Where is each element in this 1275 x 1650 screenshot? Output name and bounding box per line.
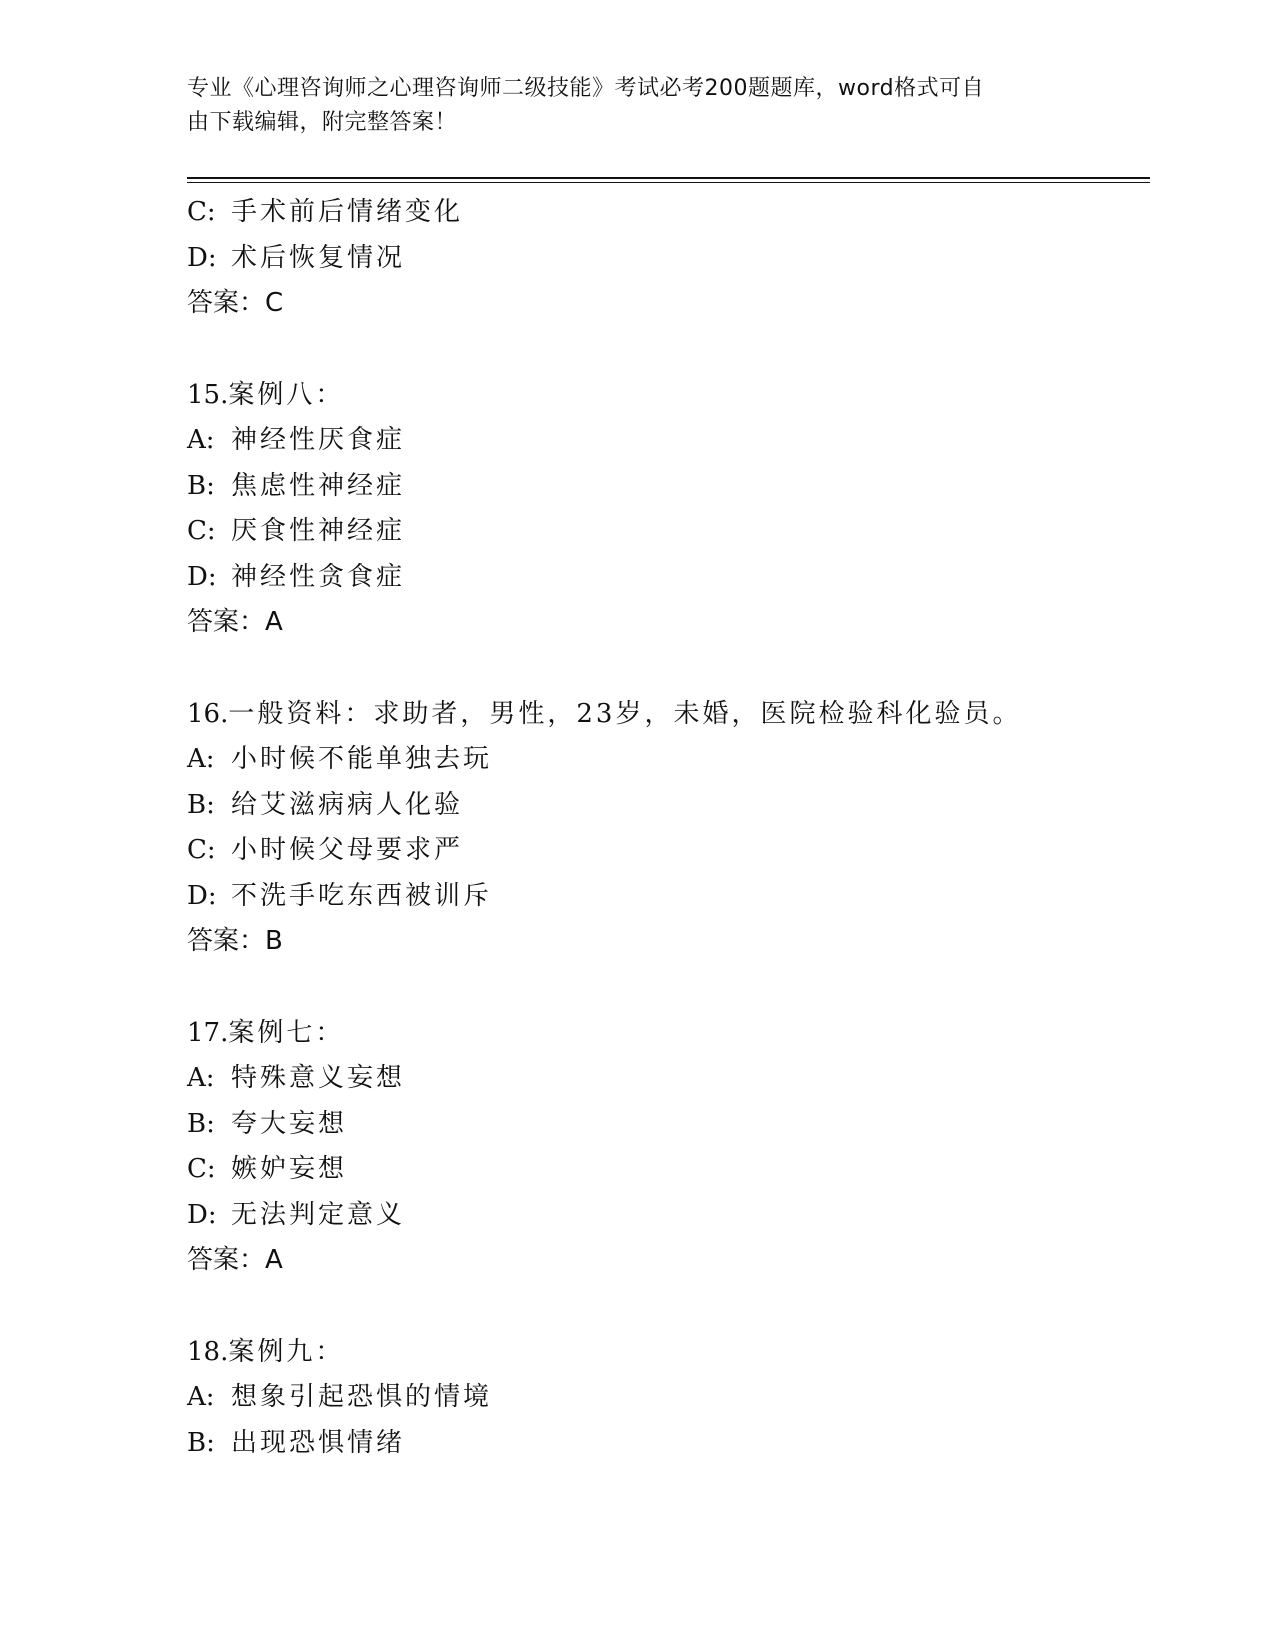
option-text: 神经性厌食症 — [231, 425, 406, 455]
option-text: 神经性贪食症 — [231, 561, 406, 592]
question-stem — [187, 1330, 1150, 1376]
option-key: A: — [187, 1382, 215, 1412]
question-number: 15. — [187, 379, 229, 410]
question-text: 案例九： — [228, 1336, 345, 1367]
option-key: D: — [187, 242, 217, 273]
option-text: 小时候父母要求严 — [231, 835, 464, 865]
option-d — [187, 555, 1150, 601]
option-a — [187, 737, 1150, 783]
option-key: D: — [187, 1199, 217, 1230]
question-stem — [187, 692, 1150, 738]
answer: 答案：B — [187, 926, 283, 956]
header-rule-thin — [187, 182, 1150, 183]
option-key: A: — [187, 744, 215, 774]
option-key: C: — [187, 835, 216, 865]
question-text: 一般资料：求助者，男性，23岁，未婚，医院检验科化验员。 — [228, 698, 1022, 729]
option-a — [187, 418, 1150, 464]
option-text: 无法判定意义 — [231, 1199, 406, 1230]
option-b — [187, 1421, 1150, 1467]
option-text: 手术前后情绪变化 — [231, 197, 464, 227]
option-d — [187, 1193, 1150, 1239]
option-b — [187, 783, 1150, 829]
option-text: 厌食性神经症 — [231, 516, 406, 546]
option-text: 小时候不能单独去玩 — [231, 744, 493, 774]
option-c — [187, 509, 1150, 555]
answer: 答案：A — [187, 607, 283, 637]
option-a — [187, 1375, 1150, 1421]
option-key: B: — [187, 789, 215, 820]
option-key: A: — [187, 425, 215, 455]
question-stem — [187, 1011, 1150, 1057]
option-text: 嫉妒妄想 — [231, 1154, 348, 1184]
option-key: B: — [187, 470, 215, 501]
header-line-2: 由下载编辑，附完整答案！ — [187, 110, 458, 135]
option-text: 想象引起恐惧的情境 — [231, 1382, 493, 1412]
option-a — [187, 1056, 1150, 1102]
option-key: C: — [187, 197, 216, 227]
header-line-1: 专业《心理咨询师之心理咨询师二级技能》考试必考200题题库，word格式可自 — [187, 76, 985, 101]
option-key: B: — [187, 1108, 215, 1139]
option-c — [187, 828, 1150, 874]
option-key: D: — [187, 561, 217, 592]
question-list — [187, 190, 1150, 1466]
option-key: B: — [187, 1427, 215, 1458]
option-b — [187, 1102, 1150, 1148]
option-b — [187, 464, 1150, 510]
question-text: 案例七： — [228, 1017, 345, 1048]
answer: 答案：C — [187, 288, 284, 318]
option-text: 夸大妄想 — [231, 1108, 348, 1139]
option-d — [187, 236, 1150, 282]
option-c — [187, 1147, 1150, 1193]
question-number: 16. — [187, 698, 229, 729]
option-key: D: — [187, 880, 217, 911]
option-text: 不洗手吃东西被训斥 — [231, 880, 493, 911]
option-text: 焦虑性神经症 — [231, 470, 406, 501]
option-d — [187, 874, 1150, 920]
header-rule-thick — [187, 177, 1150, 179]
option-text: 术后恢复情况 — [231, 242, 406, 273]
document-header — [187, 72, 1067, 140]
option-text: 特殊意义妄想 — [231, 1063, 406, 1093]
question-stem — [187, 373, 1150, 419]
option-key: C: — [187, 1154, 216, 1184]
option-c — [187, 190, 1150, 236]
question-number: 17. — [187, 1017, 229, 1048]
question-number: 18. — [187, 1336, 229, 1367]
answer: 答案：A — [187, 1245, 283, 1275]
option-key: A: — [187, 1063, 215, 1093]
option-text: 出现恐惧情绪 — [231, 1427, 406, 1458]
question-text: 案例八： — [228, 379, 345, 410]
option-key: C: — [187, 516, 216, 546]
option-text: 给艾滋病病人化验 — [231, 789, 464, 820]
